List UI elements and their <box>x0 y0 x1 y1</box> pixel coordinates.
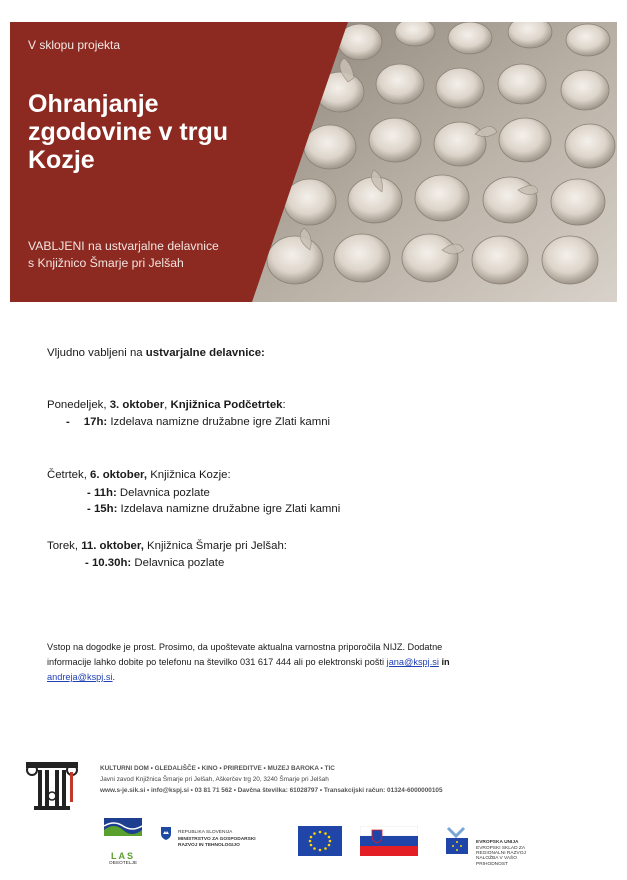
column-logo-icon <box>24 758 80 818</box>
event-item <box>85 555 224 572</box>
event-item <box>66 414 330 431</box>
eu-line: NALOŽBA V VAŠO PRIHODNOST <box>476 856 517 867</box>
event-heading <box>47 538 287 555</box>
intro-text <box>47 345 265 362</box>
note-text: informacije lahko dobite po telefonu na številko 031 617 444 ali po elektronski pošti <box>47 657 387 667</box>
event-item <box>87 485 210 502</box>
eu-fund-logo <box>446 824 546 867</box>
las-logo <box>104 818 142 866</box>
footer-line: www.s-je.sik.si • info@kspj.si • 03 81 71 562 • Davčna številka: 61028797 • Transakcijski račun: 01324-6000000105 <box>100 787 443 794</box>
event-day: Ponedeljek, <box>47 399 110 411</box>
event-suffix: : <box>282 399 286 411</box>
las-sub: OBSOTELJE <box>108 861 138 866</box>
las-text: LAS <box>111 851 135 861</box>
note-line: Vstop na dogodke je prost. Prosimo, da upoštevate aktualna varnostna priporočila NIJZ. Dodatne <box>47 642 443 652</box>
item-text: Izdelava namizne družabne igre Zlati kamni <box>107 416 331 428</box>
event-sep: , <box>164 399 171 411</box>
event-heading <box>47 397 286 414</box>
eu-fund-icon <box>446 826 472 856</box>
email-link-andreja[interactable]: andreja@kspj.si <box>47 672 113 682</box>
event-day: Torek, <box>47 540 82 552</box>
event-date: 6. oktober, <box>90 469 148 481</box>
event-place: Knjižnica Podčetrtek <box>170 399 283 411</box>
item-time: - 15h: <box>87 503 118 515</box>
intro-prefix: Vljudno vabljeni na <box>47 347 146 359</box>
event-date: 3. oktober <box>109 399 165 411</box>
banner-subtitle: V sklopu projekta <box>28 38 121 52</box>
eu-line: EVROPSKA UNIJA <box>476 840 519 845</box>
las-wave-icon <box>104 818 142 846</box>
footer-line: KULTURNI DOM • GLEDALIŠČE • KINO • PRIREDITVE • MUZEJ BAROKA • TIC <box>100 765 335 772</box>
note-end: . <box>112 672 116 682</box>
eu-line: REGIONALNI RAZVOJ <box>476 851 526 856</box>
slovenia-coat-icon <box>160 826 172 840</box>
item-time: - 10.30h: <box>85 557 132 569</box>
invite-line: VABLJENI na ustvarjalne delavnice <box>28 239 219 253</box>
ministry-logo <box>160 818 270 850</box>
item-dash: - <box>66 416 70 428</box>
note-line <box>47 655 517 670</box>
event-place: Knjižnica Kozje: <box>147 469 231 481</box>
eu-line: EVROPSKI SKLAD ZA <box>476 846 526 851</box>
ministry-line: RAZVOJ IN TEHNOLOGIJO <box>178 843 240 848</box>
footer-line: Javni zavod Knjižnica Šmarje pri Jelšah, Aškerčev trg 20, 3240 Šmarje pri Jelšah <box>100 776 329 783</box>
banner-title <box>28 90 278 174</box>
slovenia-flag-icon <box>360 826 418 856</box>
note-line <box>47 670 517 685</box>
entry-note <box>47 640 517 685</box>
header-banner <box>10 22 617 302</box>
email-link-jana[interactable]: jana@kspj.si <box>386 657 439 667</box>
banner-invite <box>28 238 268 272</box>
event-heading <box>47 467 231 484</box>
event-item <box>87 501 340 518</box>
note-in: in <box>438 657 450 667</box>
title-line: zgodovine v trgu <box>28 118 228 146</box>
item-text: Delavnica pozlate <box>116 487 210 499</box>
invite-line: s Knjižnico Šmarje pri Jelšah <box>28 256 184 270</box>
ministry-line: REPUBLIKA SLOVENIJA <box>178 830 233 835</box>
item-time: - 11h: <box>87 487 117 499</box>
event-place: Knjižnica Šmarje pri Jelšah: <box>143 540 287 552</box>
item-text: Delavnica pozlate <box>131 557 225 569</box>
item-time: 17h: <box>83 416 108 428</box>
title-line: Kozje <box>28 146 95 174</box>
eu-flag-icon <box>298 826 342 856</box>
item-text: Izdelava namizne družabne igre Zlati kamni <box>117 503 341 515</box>
intro-bold: ustvarjalne delavnice: <box>145 347 265 359</box>
event-day: Četrtek, <box>47 469 91 481</box>
event-date: 11. oktober, <box>81 540 144 552</box>
title-line: Ohranjanje <box>28 90 159 118</box>
ministry-line: MINISTRSTVO ZA GOSPODARSKI <box>178 837 256 842</box>
